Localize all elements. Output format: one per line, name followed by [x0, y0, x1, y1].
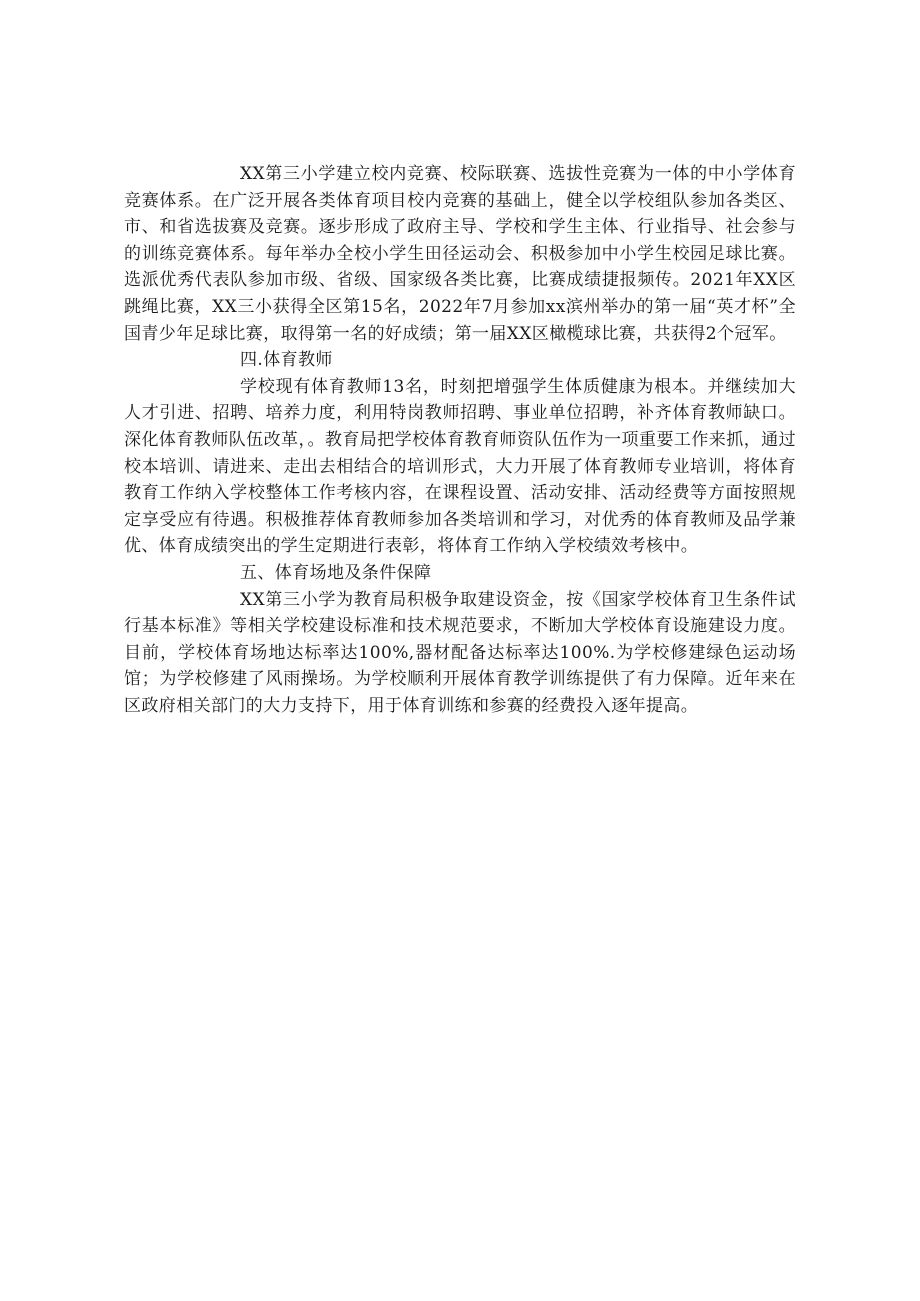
document-body [124, 161, 796, 719]
paragraph-pe-teachers: 学校现有体育教师13名，时刻把增强学生体质健康为根本。并继续加大人才引进、招聘、培养力度，利用特岗教师招聘、事业单位招聘，补齐体育教师缺口。深化体育教师队伍改革，。教育局把学校体育教育师资队伍作为一项重要工作来抓，通过校本培训、请进来、走出去相结合的培训形式，大力开展了体育教师专业培训，将体育教育工作纳入学校整体工作考核内容，在课程设置、活动安排、活动经费等方面按照规定享受应有待遇。积极推荐体育教师参加各类培训和学习，对优秀的体育教师及品学兼优、体育成绩突出的学生定期进行表彰，将体育工作纳入学校绩效考核中。 [124, 376, 796, 557]
section-heading-facilities: 五、体育场地及条件保障 [240, 562, 432, 583]
paragraph-competition-system: XX第三小学建立校内竞赛、校际联赛、选拔性竞赛为一体的中小学体育竞赛体系。在广泛开展各类体育项目校内竞赛的基础上，健全以学校组队参加各类区、市、和省选拔赛及竞赛。逐步形成了政府主导、学校和学生主体、行业指导、社会参与的训练竞赛体系。每年举办全校小学生田径运动会、积极参加中小学生校园足球比赛。选派优秀代表队参加市级、省级、国家级各类比赛，比赛成绩捷报频传。2021年XX区跳绳比赛，XX三小获得全区第15名，2022年7月参加xx滨州举办的第一届“英才杯”全国青少年足球比赛，取得第一名的好成绩；第一届XX区橄榄球比赛，共获得2个冠军。 [124, 164, 796, 344]
paragraph-facilities: XX第三小学为教育局积极争取建设资金，按《国家学校体育卫生条件试行基本标准》等相关学校建设标准和技术规范要求，不断加大学校体育设施建设力度。目前，学校体育场地达标率达100%,器材配备达标率达100%.为学校修建绿色运动场馆；为学校修建了风雨操场。为学校顺利开展体育教学训练提供了有力保障。近年来在区政府相关部门的大力支持下，用于体育训练和参赛的经费投入逐年提高。 [124, 589, 796, 716]
section-heading-pe-teachers: 四.体育教师 [240, 350, 333, 371]
